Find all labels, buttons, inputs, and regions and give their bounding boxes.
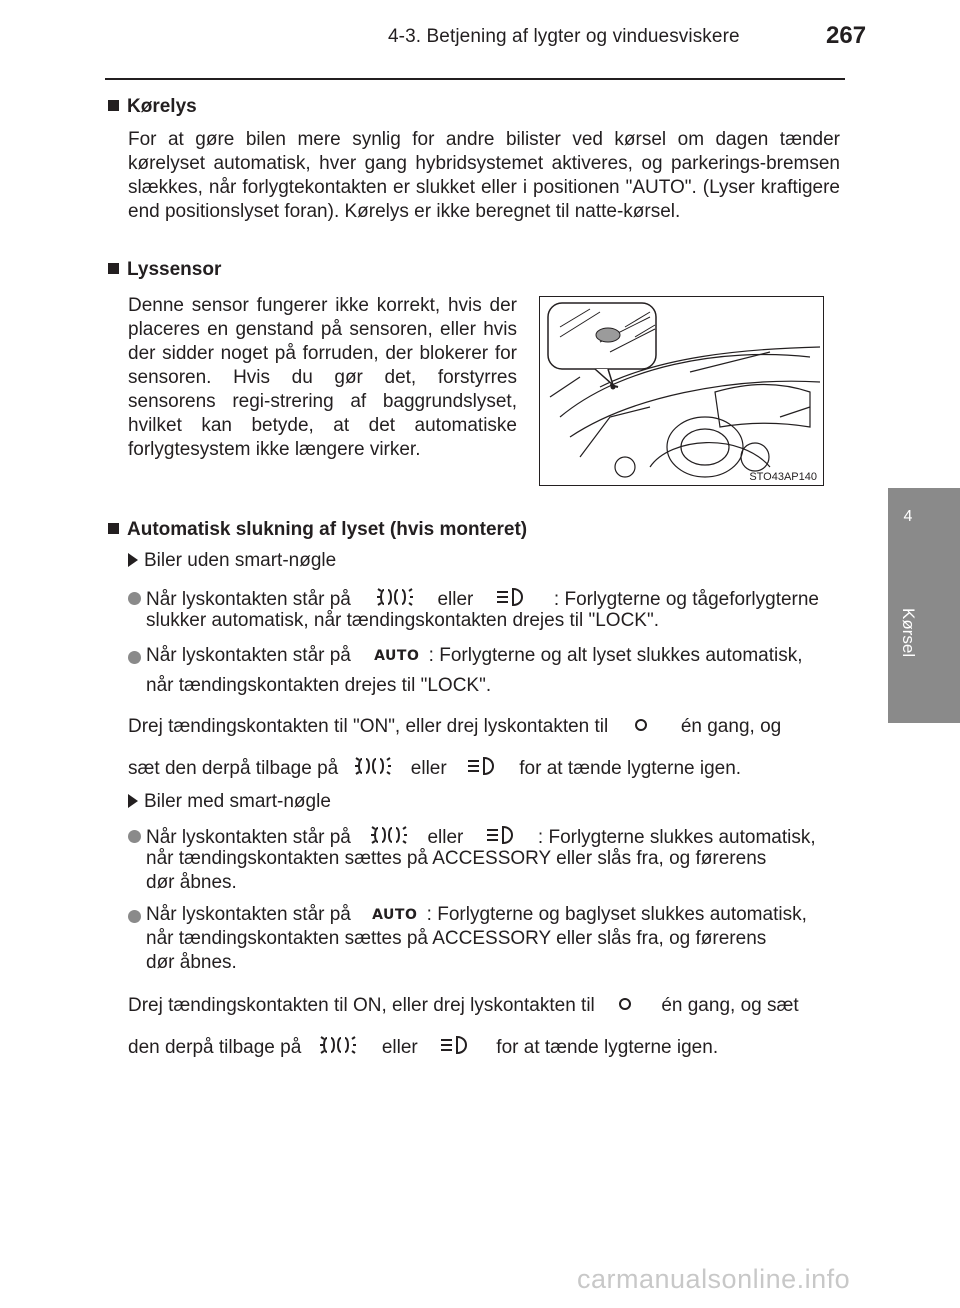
parking-light-icon [319,1034,357,1062]
g1-bullet1-line2: slukker automatisk, når tændingskontakten drejes til "LOCK". [146,610,659,631]
g1-bullet1-line1: Når lyskontakten står på eller : Forlygterne og tågeforlygterne [146,586,819,614]
off-icon [634,716,648,738]
auto-icon: AUTO [374,647,420,664]
dashboard-illustration [540,297,823,485]
bullet-dot [128,830,141,843]
auto-icon: AUTO [372,906,418,923]
g2-bullet2-line1: Når lyskontakten står på AUTO : Forlygterne og baglyset slukkes automatisk, [146,904,807,925]
square-bullet-icon [108,523,119,534]
korelys-body: For at gøre bilen mere synlig for andre bilister ved kørsel om dagen tænder kørelyset automatisk, hver gang hybridsystemet aktiveres, og parkerings-bremsen slækkes, når forlygtekontakten er slukket eller i positionen "AUTO". (Lyser kraftigere end positionslyset foran). Kørelys er ikke beregnet til natte-kørsel. [128,129,840,222]
g2-bullet2-line2: når tændingskontakten sættes på ACCESSORY eller slås fra, og førerens [146,928,767,949]
page-number: 267 [826,22,867,49]
g2-bullet1-line1: Når lyskontakten står på eller : Forlygterne slukkes automatisk, [146,824,816,852]
headlight-icon [466,755,500,783]
group-title-with-smart-key: Biler med smart-nøgle [128,791,331,813]
section-heading-lyssensor: Lyssensor [108,259,221,281]
figure-code: STO43AP140 [749,471,817,483]
running-header: 4-3. Betjening af lygter og vinduesviskere [388,26,740,47]
lyssensor-body: Denne sensor fungerer ikke korrekt, hvis der placeres en genstand på sensoren, eller hvis der sidder noget på forruden, der blokerer for sensoren. Hvis du gør det, forstyrres sensorens regi-strering af baggrundslyset, hvilket kan betyde, at det automatiske forlygtesystem ikke længere virker. [128,295,517,460]
g1-bullet2-line1: Når lyskontakten står på AUTO : Forlygterne og alt lyset slukkes automatisk, [146,645,803,666]
off-icon [618,995,632,1017]
chapter-label: Kørsel [899,608,918,658]
g2-note-line1: Drej tændingskontakten til ON, eller drej lyskontakten til én gang, og sæt [128,995,799,1017]
square-bullet-icon [108,100,119,111]
g2-bullet1-line3: dør åbnes. [146,872,237,893]
g2-note-line2: den derpå tilbage på eller for at tænde lygterne igen. [128,1034,718,1062]
bullet-dot [128,910,141,923]
header-rule [105,78,845,80]
chapter-tab [888,488,960,723]
g2-bullet2-line3: dør åbnes. [146,952,237,973]
chapter-number: 4 [903,508,913,525]
section-heading-auto-off: Automatisk slukning af lyset (hvis monteret) [108,519,527,541]
arrow-bullet-icon [128,553,138,567]
arrow-bullet-icon [128,794,138,808]
headlight-icon [439,1034,473,1062]
square-bullet-icon [108,263,119,274]
section-heading-korelys: Kørelys [108,96,197,118]
g1-note-line1: Drej tændingskontakten til "ON", eller drej lyskontakten til én gang, og [128,716,782,738]
watermark: carmanualsonline.info [577,1264,851,1294]
group-title-without-smart-key: Biler uden smart-nøgle [128,550,336,572]
bullet-dot [128,651,141,664]
bullet-dot [128,592,141,605]
g2-bullet1-line2: når tændingskontakten sættes på ACCESSORY eller slås fra, og førerens [146,848,767,869]
parking-light-icon [354,755,392,783]
g1-bullet2-line2: når tændingskontakten drejes til "LOCK". [146,675,492,696]
light-sensor-figure [539,296,824,486]
g1-note-line2: sæt den derpå tilbage på eller for at tænde lygterne igen. [128,755,741,783]
